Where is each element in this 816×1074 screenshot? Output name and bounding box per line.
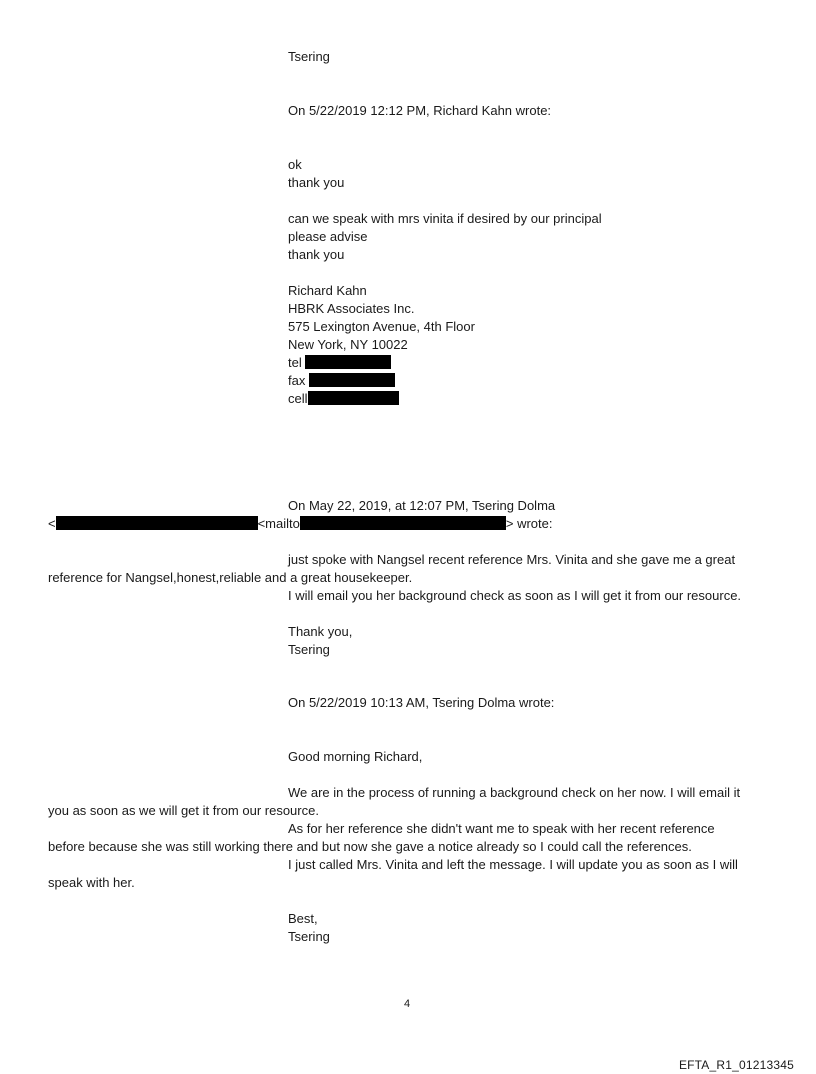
signature-fax xyxy=(288,372,395,390)
body-line: just spoke with Nangsel recent reference Mrs. Vinita and she gave me a great xyxy=(288,552,736,567)
reply-header: On 5/22/2019 10:13 AM, Tsering Dolma wrote: xyxy=(288,695,555,710)
body-line: you as soon as we will get it from our resource. xyxy=(48,803,319,818)
signature-line: New York, NY 10022 xyxy=(288,337,408,352)
email-open-bracket: < xyxy=(48,516,56,531)
body-line: reference for Nangsel,honest,reliable and a great housekeeper. xyxy=(48,570,413,585)
signature-cell xyxy=(288,390,399,408)
body-line: I will email you her background check as soon as I will get it from our resource. xyxy=(288,588,742,603)
closing-line: Best, xyxy=(288,911,318,926)
closing-line: Thank you, xyxy=(288,624,353,639)
body-line: thank you xyxy=(288,175,345,190)
cell-label: cell xyxy=(288,391,308,406)
mailto-text: <mailto xyxy=(257,516,300,531)
redaction-bar xyxy=(56,516,258,530)
redaction-bar xyxy=(309,373,395,387)
signature-tel xyxy=(288,354,391,372)
body-line: speak with her. xyxy=(48,875,135,890)
signature-name: Tsering xyxy=(288,929,330,944)
redaction-bar xyxy=(300,516,506,530)
signature-line: Richard Kahn xyxy=(288,283,367,298)
signature-name: Tsering xyxy=(288,642,330,657)
body-line: please advise xyxy=(288,229,368,244)
body-line: I just called Mrs. Vinita and left the message. I will update you as soon as I will xyxy=(288,857,738,872)
redaction-bar xyxy=(305,355,391,369)
body-line: ok xyxy=(288,157,302,172)
body-line: before because she was still working there and but now she gave a notice already so I could call the references. xyxy=(48,839,692,854)
redaction-bar xyxy=(308,391,399,405)
body-line: We are in the process of running a background check on her now. I will email it xyxy=(288,785,741,800)
mailto-line xyxy=(48,515,552,533)
wrote-text: > wrote: xyxy=(505,516,553,531)
body-line: thank you xyxy=(288,247,345,262)
signature-line: 575 Lexington Avenue, 4th Floor xyxy=(288,319,475,334)
tel-label: tel xyxy=(288,355,302,370)
reply-header: On May 22, 2019, at 12:07 PM, Tsering Dolma xyxy=(288,498,556,513)
page-number: 4 xyxy=(404,998,411,1010)
greeting-line: Good morning Richard, xyxy=(288,749,423,764)
signature-line: HBRK Associates Inc. xyxy=(288,301,415,316)
body-line: As for her reference she didn't want me to speak with her recent reference xyxy=(288,821,715,836)
fax-label: fax xyxy=(288,373,306,388)
signature-name: Tsering xyxy=(288,49,330,64)
document-id: EFTA_R1_01213345 xyxy=(678,1058,794,1072)
reply-header: On 5/22/2019 12:12 PM, Richard Kahn wrote: xyxy=(288,103,552,118)
body-line: can we speak with mrs vinita if desired by our principal xyxy=(288,211,602,226)
